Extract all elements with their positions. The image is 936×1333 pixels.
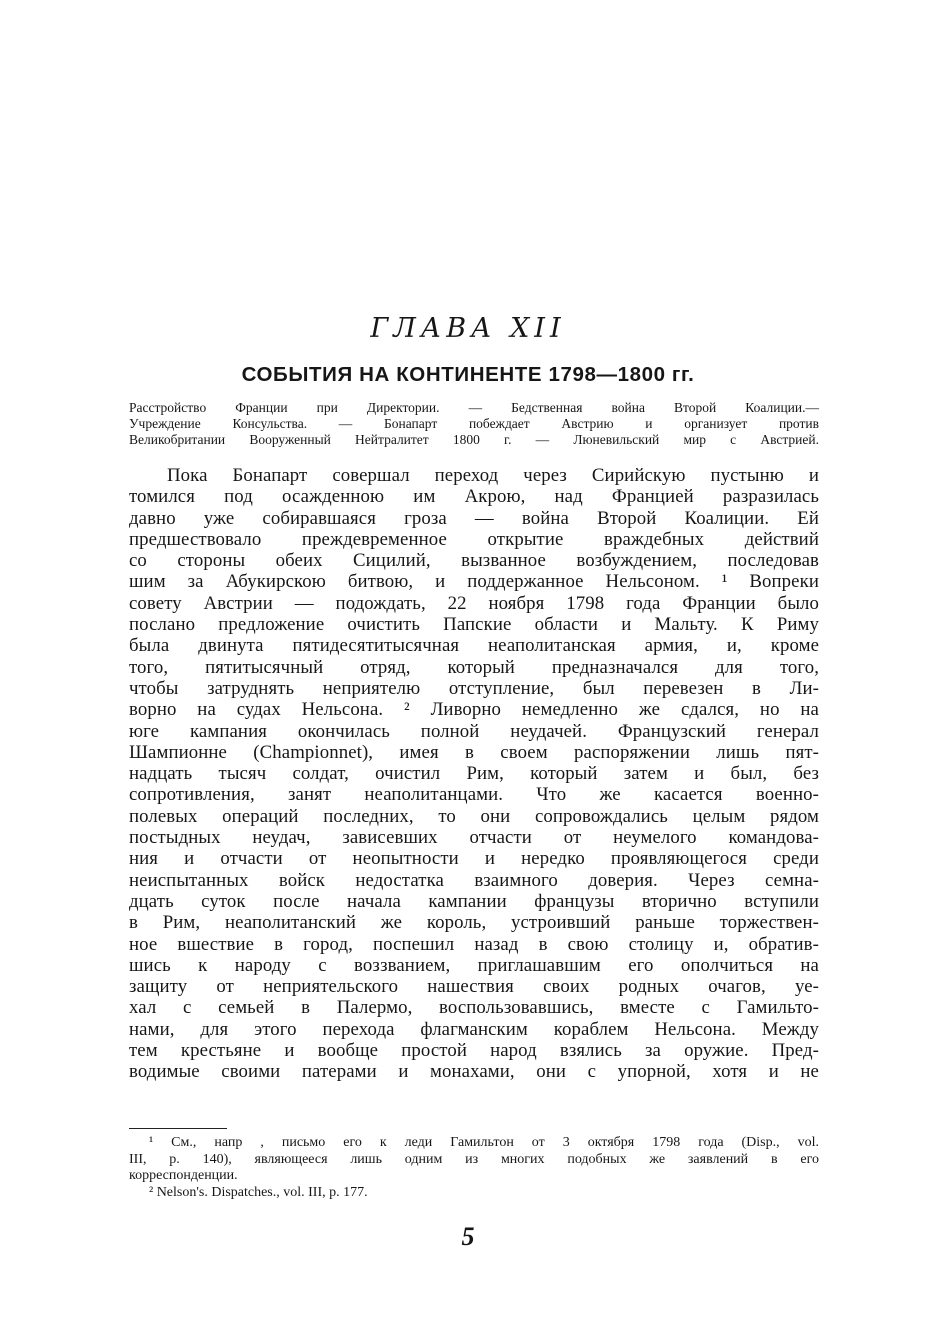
footnote-1-line: III, p. 140), являющееся лишь одним из многих подобных же заявлений в его <box>129 1151 819 1167</box>
body-line: нами, для этого перехода флагманским кораблем Нельсона. Между <box>129 1018 819 1040</box>
body-line: томился под осажденною им Акрою, над Францией разразилась <box>129 486 819 508</box>
body-line: дцать суток после начала кампании французы вторично вступили <box>129 890 819 912</box>
body-line: была двинута пятидесятитысячная неаполитанская армия, и, кроме <box>129 635 819 657</box>
body-line: защиту от неприятельского нашествия своих родных очагов, уе- <box>129 976 819 998</box>
body-line: надцать тысяч солдат, очистил Рим, который затем и был, без <box>129 763 819 785</box>
body-line: послано предложение очистить Папские области и Мальту. К Риму <box>129 614 819 636</box>
chapter-summary <box>129 400 819 448</box>
body-line: того, пятитысячный отряд, который предназначался для того, <box>129 656 819 678</box>
body-line: юге кампания окончилась полной неудачей. Французский генерал <box>129 720 819 742</box>
footnote-1-line: корреспонденции. <box>129 1168 238 1183</box>
body-line: шим за Абукирскою битвою, и поддержанное Нельсоном. ¹ Вопреки <box>129 571 819 593</box>
body-line: водимые своими патерами и монахами, они с упорной, хотя и не <box>129 1061 819 1083</box>
chapter-label: ГЛАВА XII <box>370 313 566 344</box>
body-line: шись к народу с воззванием, приглашавшим его ополчиться на <box>129 954 819 976</box>
body-line: со стороны обеих Сицилий, вызванное возбуждением, последовав <box>129 550 819 572</box>
body-line: ное вшествие в город, поспешил назад в свою столицу и, обратив- <box>129 933 819 955</box>
chapter-title: СОБЫТИЯ НА КОНТИНЕНТЕ 1798—1800 гг. <box>241 363 695 386</box>
body-line: ния и отчасти от неопытности и нередко проявляющегося среди <box>129 848 819 870</box>
summary-line: Великобритании Вооруженный Нейтралитет 1800 г. — Люневильский мир с Австрией. <box>129 432 819 447</box>
footnote-1-line: ¹ См., напр , письмо его к леди Гамильтон от 3 октября 1798 года (Disp., vol. <box>149 1135 819 1150</box>
body-line: неиспытанных войск недостатка взаимного доверия. Через семна- <box>129 869 819 891</box>
body-line: предшествовало преждевременное открытие враждебных действий <box>129 528 819 550</box>
body-paragraph <box>129 465 819 1083</box>
body-line: совету Австрии — подождать, 22 ноября 1798 года Франции было <box>129 592 819 614</box>
body-line: в Рим, неаполитанский же король, устроивший раньше торжествен- <box>129 912 819 934</box>
body-line: сопротивления, занят неаполитанцами. Что же касается военно- <box>129 784 819 806</box>
footnote-2: ² Nelson's. Dispatches., vol. III, p. 177. <box>149 1184 368 1200</box>
footnotes <box>129 1135 819 1201</box>
body-line: полевых операций последних, то они сопровождались целым рядом <box>129 805 819 827</box>
body-line: ворно на судах Нельсона. ² Ливорно немедленно же сдался, но на <box>129 699 819 721</box>
body-line: Шампионне (Championnet), имея в своем распоряжении лишь пят- <box>129 741 819 763</box>
body-line: постыдных неудач, зависевших отчасти от неумелого командова- <box>129 827 819 849</box>
summary-line: Учреждение Консульства. — Бонапарт побеждает Австрию и организует против <box>129 416 819 431</box>
summary-line: Расстройство Франции при Директории. — Бедственная война Второй Коалиции.— <box>129 400 819 415</box>
body-line: тем крестьяне и вообще простой народ взялись за оружие. Пред- <box>129 1040 819 1062</box>
body-line: хал с семьей в Палермо, воспользовавшись, вместе с Гамильто- <box>129 997 819 1019</box>
body-line: Пока Бонапарт совершал переход через Сирийскую пустыню и <box>167 465 819 486</box>
body-line: давно уже собиравшаяся гроза — война Второй Коалиции. Ей <box>129 507 819 529</box>
page-number: 5 <box>461 1222 475 1251</box>
body-line: чтобы затруднять неприятелю отступление, был перевезен в Ли- <box>129 677 819 699</box>
footnote-divider <box>129 1128 227 1129</box>
